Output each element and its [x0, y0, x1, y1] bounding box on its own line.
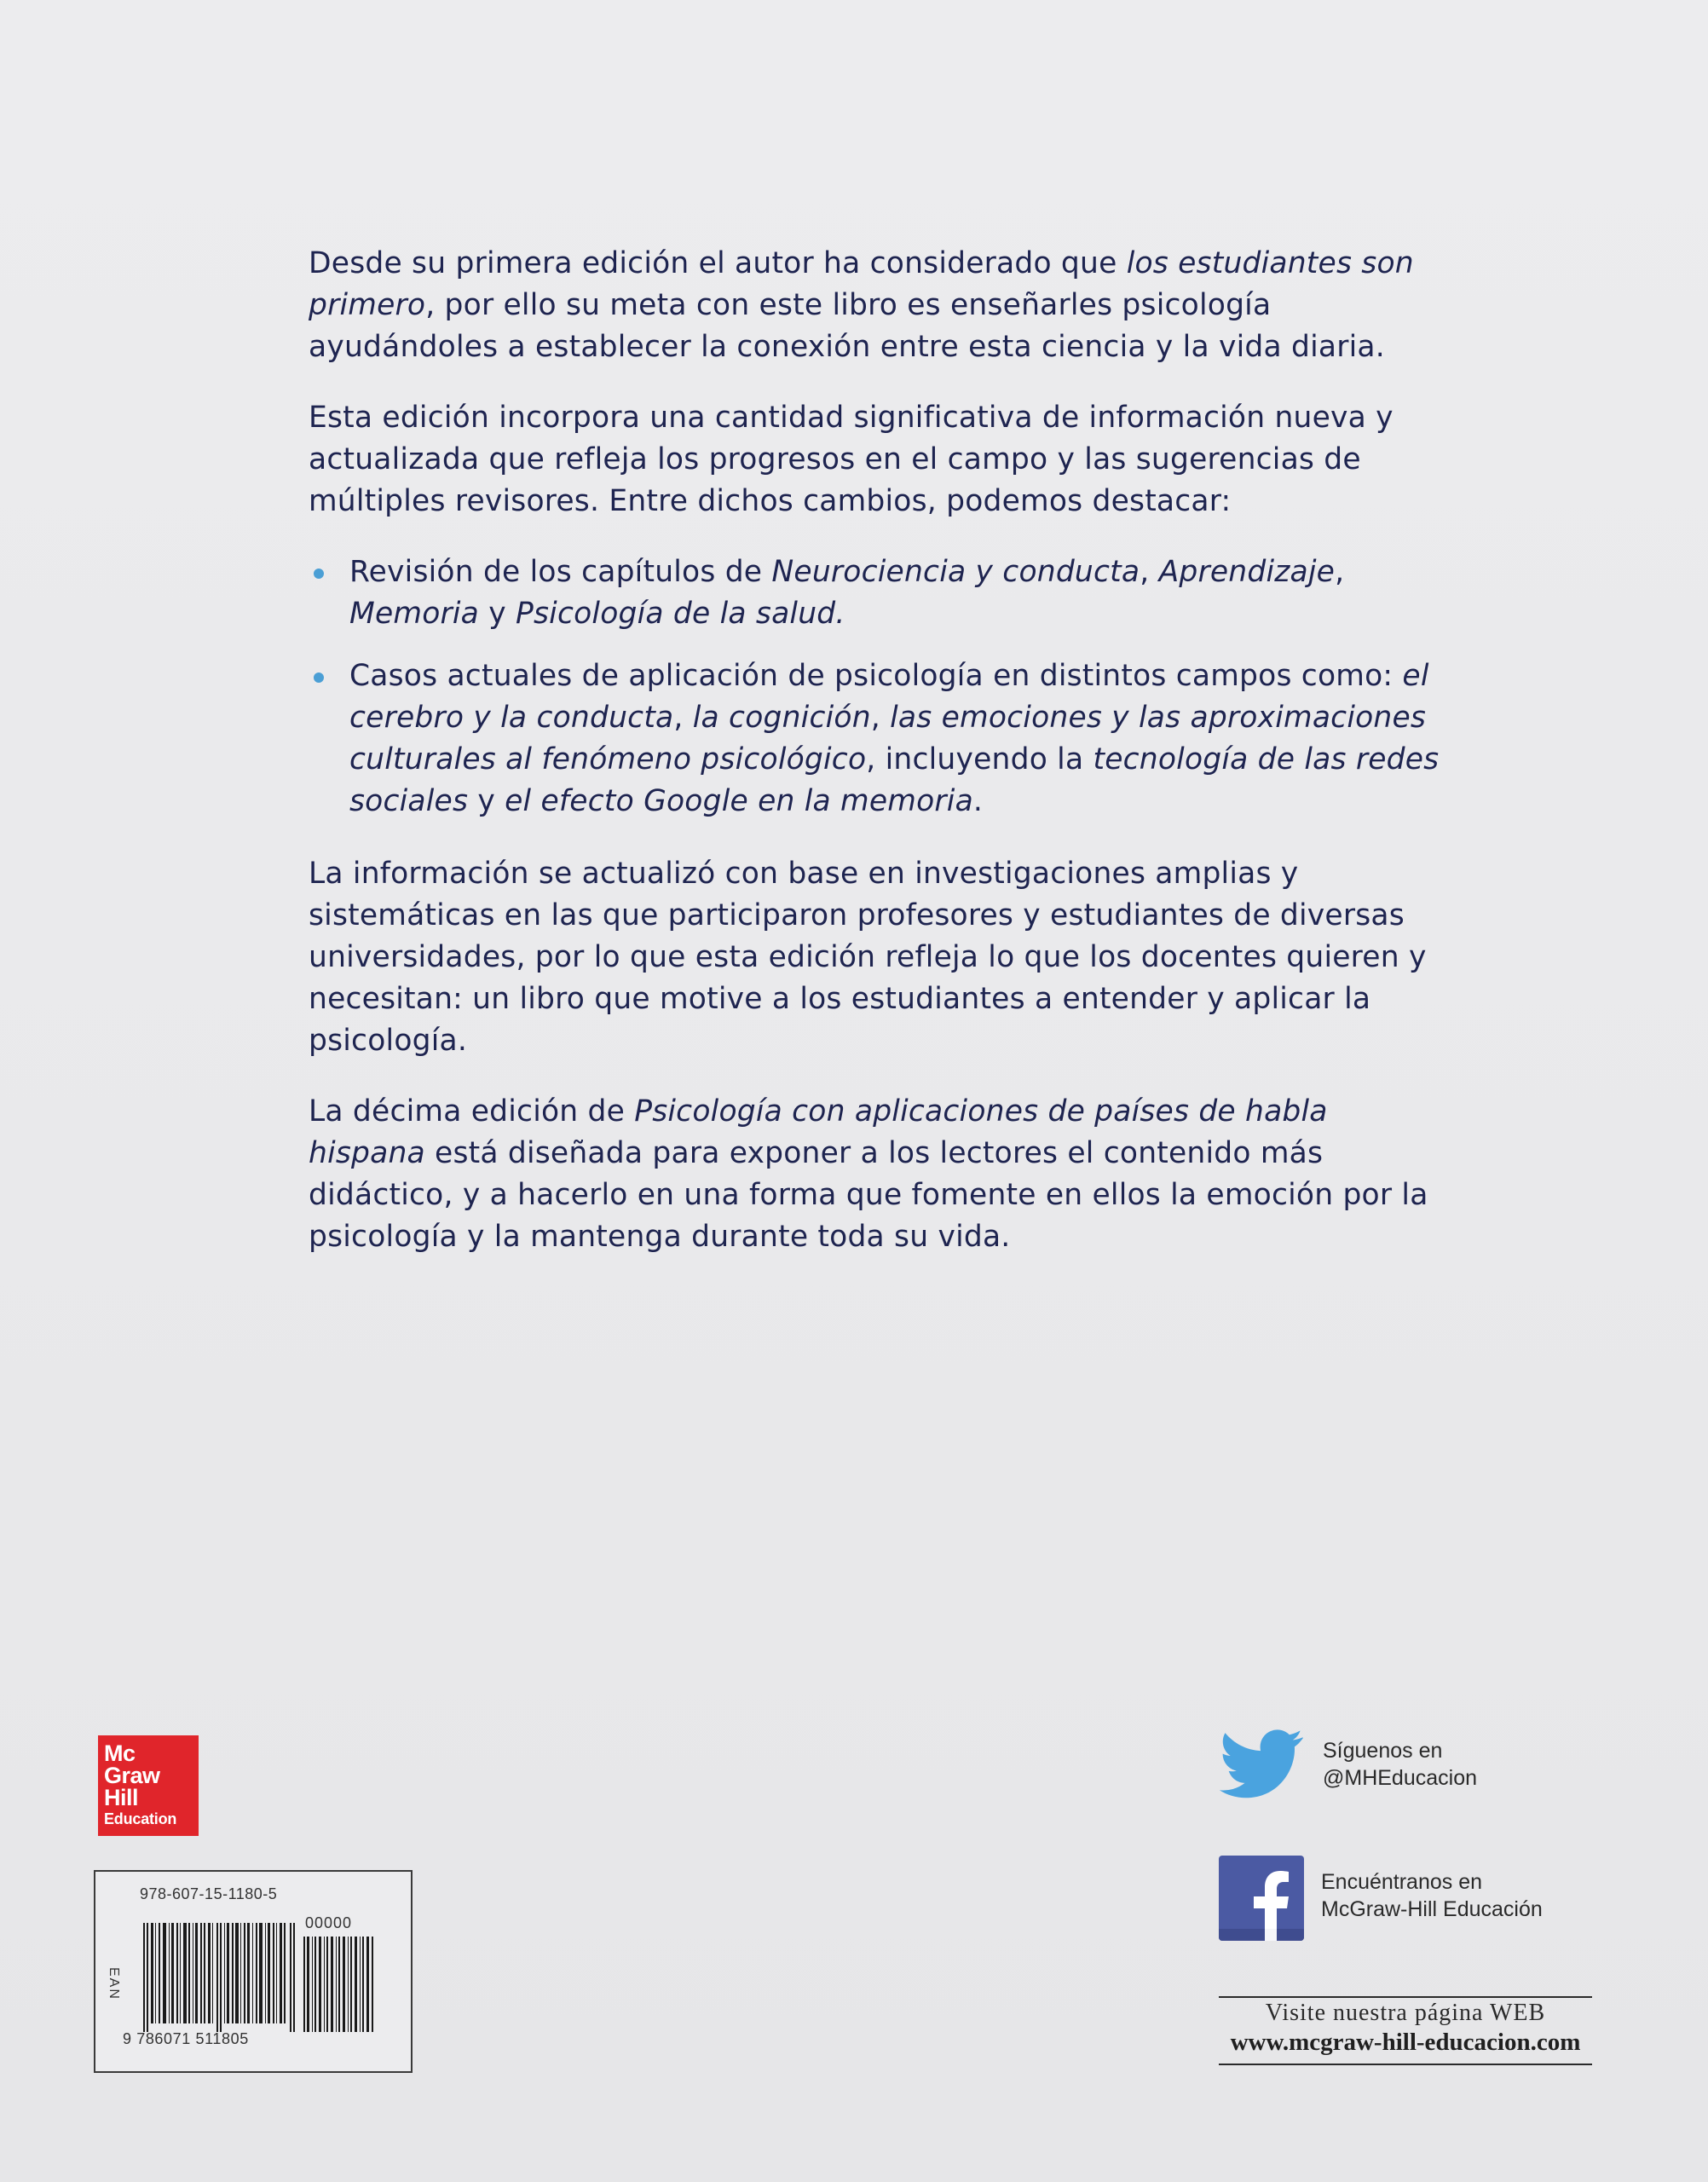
- facebook-label: Encuéntranos en: [1321, 1870, 1483, 1894]
- barcode-icon: [143, 1923, 295, 2032]
- logo-text: Graw: [104, 1763, 160, 1788]
- divider: [1219, 1996, 1592, 1998]
- barcode-digits: 9 786071 511805: [123, 2030, 249, 2047]
- text-span-italic: Memoria: [349, 597, 480, 631]
- mcgraw-hill-logo: [98, 1735, 199, 1836]
- text-span: Casos actuales de aplicación de psicología en distintos campos como:: [349, 659, 1403, 693]
- text-span: y: [479, 597, 516, 631]
- paragraph-tenth-edition: [309, 1091, 1442, 1258]
- logo-text: Mc: [104, 1740, 136, 1766]
- facebook-text: [1321, 1868, 1543, 1923]
- text-span-italic: Psicología de la salud: [515, 597, 836, 631]
- text-span-italic: Aprendizaje: [1158, 555, 1336, 589]
- ean-label: EAN: [107, 1967, 121, 2000]
- changes-list: [309, 551, 1442, 823]
- facebook-icon[interactable]: [1219, 1856, 1304, 1941]
- text-span: ,: [1335, 555, 1345, 589]
- paragraph-intro: [309, 243, 1442, 368]
- text-span: ,: [870, 701, 891, 735]
- blurb-text: [309, 243, 1442, 1287]
- twitter-label: Síguenos en: [1323, 1739, 1443, 1763]
- text-span: ,: [1140, 555, 1159, 589]
- text-span-italic: los estudiantes son primero: [309, 246, 1414, 322]
- text-span-italic: .: [835, 597, 845, 631]
- barcode-addon-icon: [303, 1937, 375, 2032]
- bullet-icon: [314, 672, 324, 683]
- list-item: [309, 655, 1442, 823]
- text-span: y: [468, 784, 505, 818]
- text-span-italic: la cognición: [692, 701, 871, 735]
- text-span-italic: Psicología con aplicaciones de países de habla hispana: [309, 1094, 1328, 1170]
- text-span-italic: el efecto Google en la memoria: [505, 784, 973, 818]
- twitter-handle[interactable]: @MHEducacion: [1323, 1766, 1478, 1790]
- text-span-italic: Neurociencia y conducta: [771, 555, 1140, 589]
- twitter-text: [1323, 1737, 1477, 1792]
- text-span: ,: [673, 701, 693, 735]
- paragraph-research: La información se actualizó con base en investigaciones amplias y sistemáticas en las que participaron profesores y estudiantes de diversas universidades, por lo que esta edición refleja lo que los docentes quieren y necesitan: un libro que motive a los estudiantes a entender y aplicar la psicología.: [309, 857, 1427, 1058]
- bullet-icon: [314, 569, 324, 579]
- web-visit-label: Visite nuestra página WEB: [1265, 2000, 1546, 2026]
- barcode-box: [94, 1870, 413, 2073]
- text-span: .: [972, 784, 984, 818]
- list-item: [309, 551, 1442, 635]
- logo-text: Education: [104, 1810, 177, 1827]
- text-span-italic: las emociones y las aproximaciones culturales al fenómeno psicológico: [349, 701, 1427, 776]
- text-span: está diseñada para exponer a los lectores el contenido más didáctico, y a hacerlo en una forma que fomente en ellos la emoción por la psicología y la mantenga durante toda su vida.: [309, 1136, 1428, 1254]
- facebook-f-glyph: [1219, 1856, 1304, 1941]
- text-span: , incluyendo la: [866, 742, 1093, 776]
- isbn-number: 978-607-15-1180-5: [140, 1885, 278, 1902]
- barcode-addon-digits: 00000: [305, 1914, 353, 1931]
- text-span-italic: el cerebro y la conducta: [349, 659, 1429, 735]
- paragraph-edition-changes: Esta edición incorpora una cantidad significativa de información nueva y actualizada que refleja los progresos en el campo y las sugerencias de múltiples revisores. Entre dichos cambios, podemos destacar:: [309, 401, 1394, 518]
- logo-text: Hill: [104, 1785, 139, 1810]
- twitter-icon[interactable]: [1219, 1729, 1304, 1800]
- divider: [1219, 2064, 1592, 2065]
- text-span-italic: tecnología de las redes sociales: [349, 742, 1440, 818]
- text-span: Revisión de los capítulos de: [349, 555, 772, 589]
- facebook-page-name[interactable]: McGraw-Hill Educación: [1321, 1897, 1543, 1921]
- website-link[interactable]: www.mcgraw-hill-educacion.com: [1230, 2029, 1581, 2056]
- text-span: Desde su primera edición el autor ha considerado que: [309, 246, 1127, 280]
- text-span: La décima edición de: [309, 1094, 635, 1129]
- text-span: , por ello su meta con este libro es enseñarles psicología ayudándoles a establecer la conexión entre esta ciencia y la vida diaria.: [309, 288, 1385, 364]
